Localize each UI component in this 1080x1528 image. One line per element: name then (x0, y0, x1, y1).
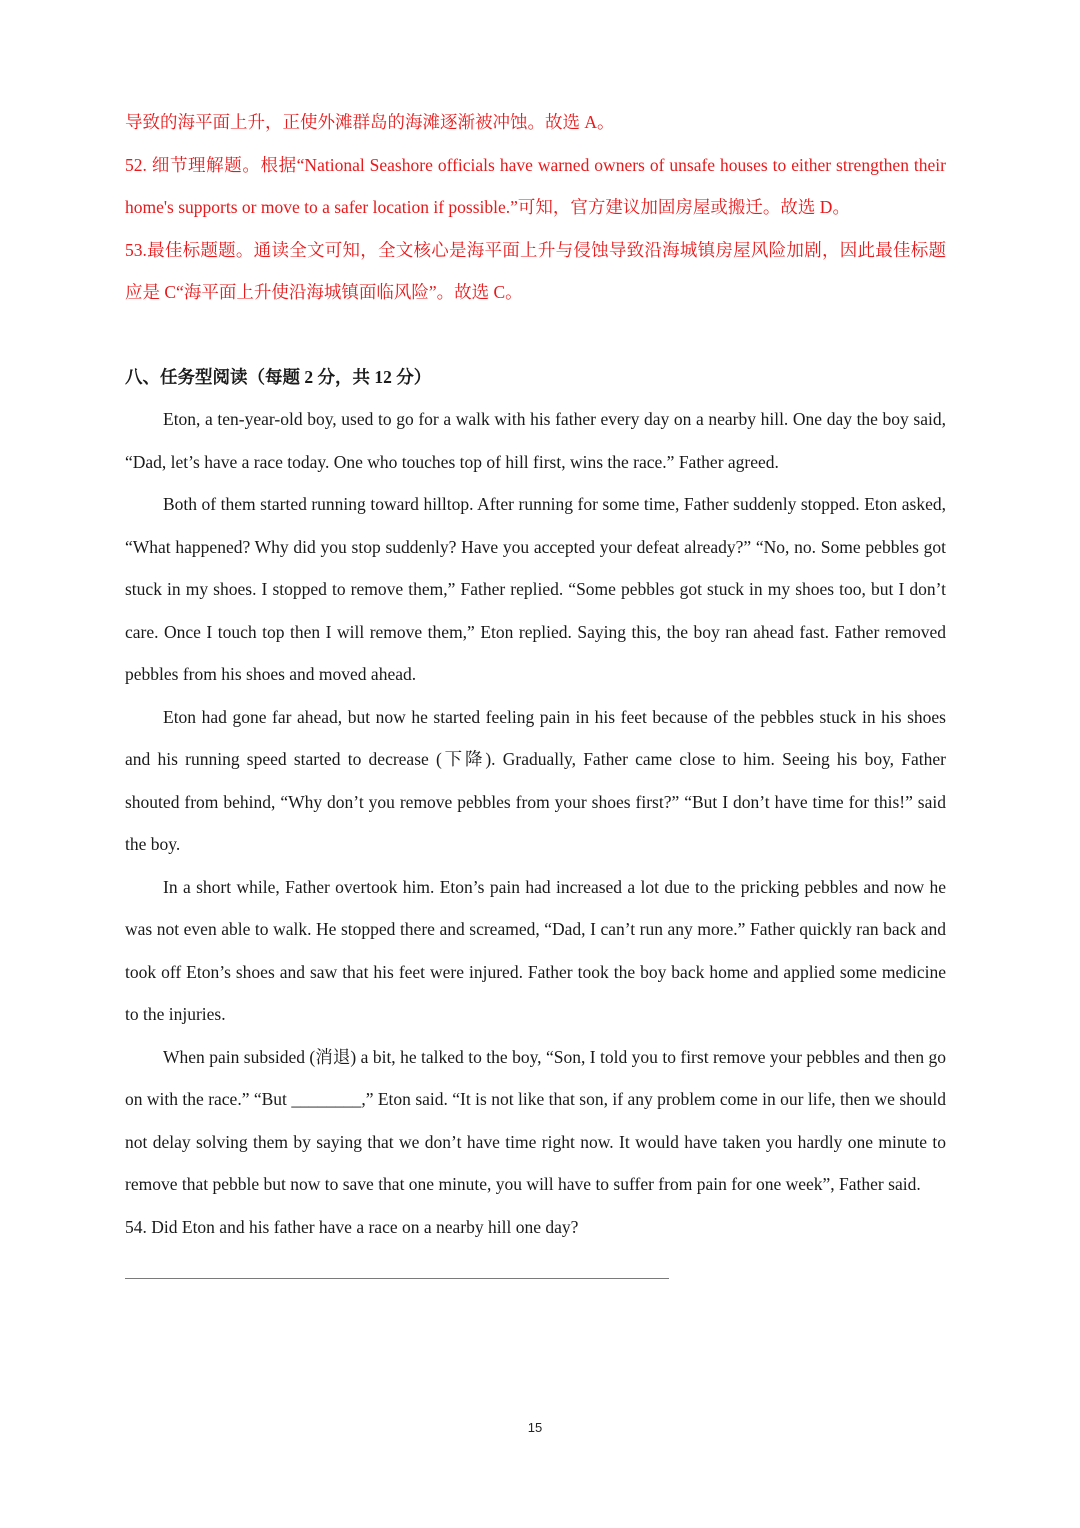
explanation-51-tail: 导致的海平面上升，正使外滩群岛的海滩逐渐被冲蚀。故选 A。 (125, 112, 615, 132)
explanation-52: 52. 细节理解题。根据“National Seashore officials have warned owners of unsafe houses to either strengthen their home's supports or move to a safer location if possible.”可知，官方建议加固房屋或搬迁。故选 D。 (125, 154, 946, 217)
page-content (125, 101, 946, 1279)
passage-paragraph-3: Eton had gone far ahead, but now he started feeling pain in his feet because of the pebbles stuck in his shoes and his running speed started to decrease (下降). Gradually, Father came close to him. Seeing his boy, Father shouted from behind, “Why don’t you remove pebbles from your shoes first?” “But I don’t have time for this!” said the boy. (125, 706, 946, 854)
passage-paragraph-1: Eton, a ten-year-old boy, used to go for a walk with his father every day on a nearby hill. One day the boy said, “Dad, let’s have a race today. One who touches top of hill first, wins the race.” Father agreed. (125, 409, 946, 472)
passage-paragraph-5: When pain subsided (消退) a bit, he talked to the boy, “Son, I told you to first remove your pebbles and then go on with the race.” “But ________,” Eton said. “It is not like that son, if any problem come in our life, then we should not delay solving them by saying that we don’t have time right now. It would have taken you hardly one minute to remove that pebble but now to save that one minute, you will have to suffer from pain for one week”, Father said. (125, 1046, 946, 1194)
answer-line[interactable] (125, 1278, 669, 1279)
question-54: 54. Did Eton and his father have a race on a nearby hill one day? (125, 1216, 579, 1237)
explanation-53: 53.最佳标题题。通读全文可知，全文核心是海平面上升与侵蚀导致沿海城镇房屋风险加剧，因此最佳标题应是 C“海平面上升使沿海城镇面临风险”。故选 C。 (125, 239, 946, 302)
section-title: 八、任务型阅读（每题 2 分，共 12 分） (125, 366, 432, 387)
passage-paragraph-2: Both of them started running toward hilltop. After running for some time, Father suddenly stopped. Eton asked, “What happened? Why did you stop suddenly? Have you accepted your defeat already?” “No, no. Some pebbles got stuck in my shoes. I stopped to remove them,” Father replied. “Some pebbles got stuck in my shoes too, but I don’t care. Once I touch top then I will remove them,” Eton replied. Saying this, the boy ran ahead fast. Father removed pebbles from his shoes and moved ahead. (125, 494, 946, 684)
passage-paragraph-4: In a short while, Father overtook him. Eton’s pain had increased a lot due to the pricking pebbles and now he was not even able to walk. He stopped there and screamed, “Dad, I can’t run any more.” Father quickly ran back and took off Eton’s shoes and saw that his feet were injured. Father took the boy back home and applied some medicine to the injuries. (125, 876, 946, 1024)
page-number: 15 (527, 1420, 543, 1435)
